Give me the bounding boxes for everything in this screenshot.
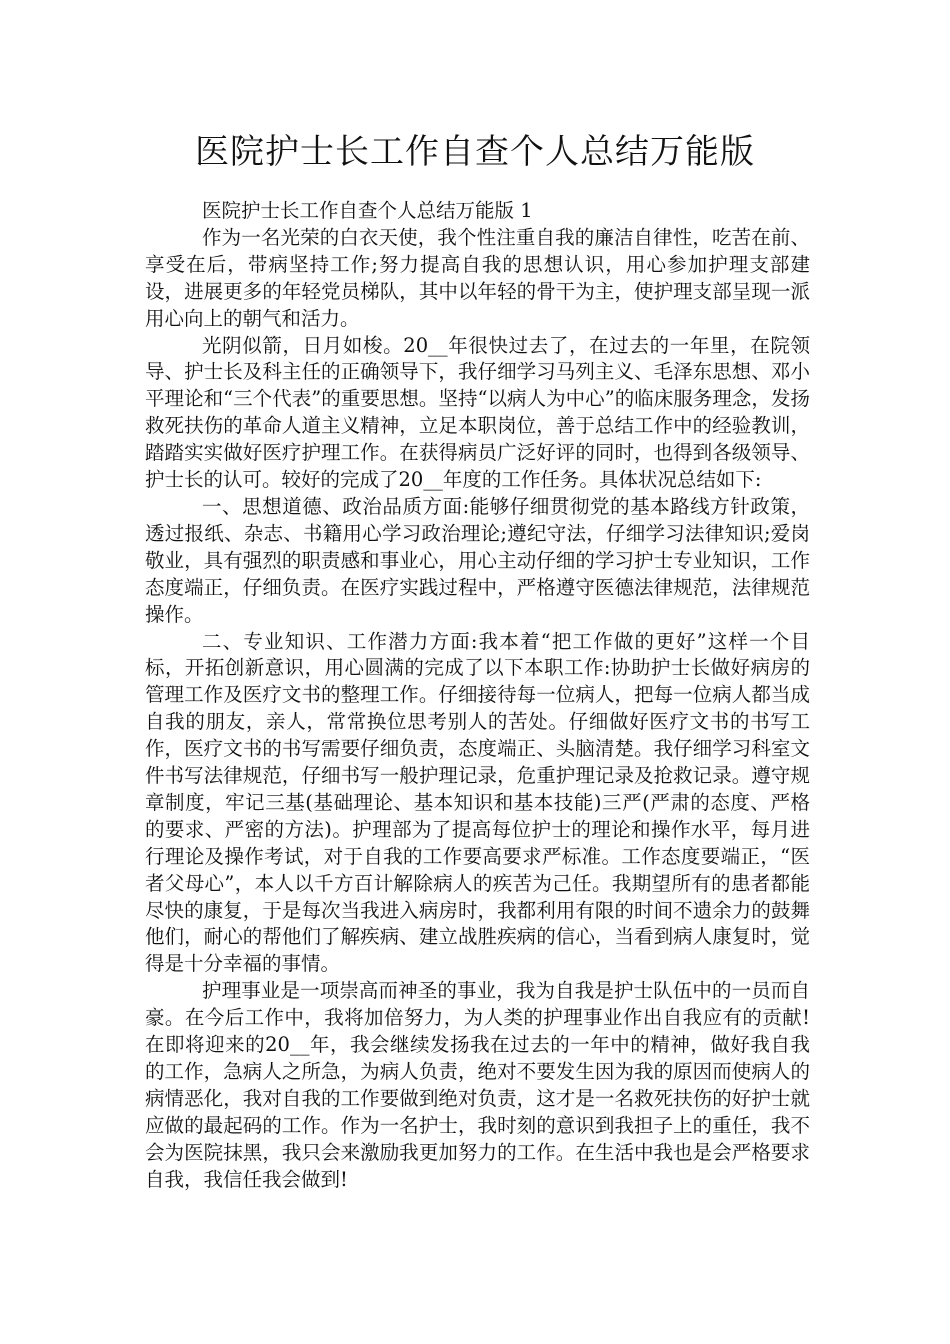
document-body bbox=[145, 198, 810, 1194]
paragraph-4: 二、专业知识、工作潜力方面:我本着“把工作做的更好”这样一个目标，开拓创新意识，用心圆满的完成了以下本职工作:协助护士长做好病房的管理工作及医疗文书的整理工作。仔细接待每一位病人，把每一位病人都当成自我的朋友，亲人，常常换位思考别人的苦处。仔细做好医疗文书的书写工作，医疗文书的书写需要仔细负责，态度端正、头脑清楚。我仔细学习科室文件书写法律规范，仔细书写一般护理记录，危重护理记录及抢救记录。遵守规章制度，牢记三基(基础理论、基本知识和基本技能)三严(严肃的态度、严格的要求、严密的方法)。护理部为了提高每位护士的理论和操作水平，每月进行理论及操作考试，对于自我的工作要高要求严标准。工作态度要端正，“医者父母心”，本人以千方百计解除病人的疾苦为己任。我期望所有的患者都能尽快的康复，于是每次当我进入病房时，我都利用有限的时间不遗余力的鼓舞他们，耐心的帮他们了解疾病、建立战胜疾病的信心，当看到病人康复时，觉得是十分幸福的事情。 bbox=[145, 629, 810, 976]
paragraph-1: 作为一名光荣的白衣天使，我个性注重自我的廉洁自律性，吃苦在前、享受在后，带病坚持工作;努力提高自我的思想认识，用心参加护理支部建设，进展更多的年轻党员梯队，其中以年轻的骨干为主，使护理支部呈现一派用心向上的朝气和活力。 bbox=[145, 225, 810, 330]
paragraph-3: 一、思想道德、政治品质方面:能够仔细贯彻党的基本路线方针政策，透过报纸、杂志、书籍用心学习政治理论;遵纪守法，仔细学习法律知识;爱岗敬业，具有强烈的职责感和事业心，用心主动仔细的学习护士专业知识，工作态度端正，仔细负责。在医疗实践过程中，严格遵守医德法律规范，法律规范操作。 bbox=[145, 494, 810, 626]
paragraph-5: 护理事业是一项崇高而神圣的事业，我为自我是护士队伍中的一员而自豪。在今后工作中，我将加倍努力，为人类的护理事业作出自我应有的贡献!在即将迎来的20__年，我会继续发扬我在过去的一年中的精神，做好我自我的工作，急病人之所急，为病人负责，绝对不要发生因为我的原因而使病人的病情恶化，我对自我的工作要做到绝对负责，这才是一名救死扶伤的好护士就应做的最起码的工作。作为一名护士，我时刻的意识到我担子上的重任，我不会为医院抹黑，我只会来激励我更加努力的工作。在生活中我也是会严格要求自我，我信任我会做到! bbox=[145, 979, 810, 1191]
section-subtitle: 医院护士长工作自查个人总结万能版 1 bbox=[202, 199, 533, 222]
document-title: 医院护士长工作自查个人总结万能版 bbox=[195, 132, 755, 172]
paragraph-2: 光阴似箭，日月如梭。20__年很快过去了，在过去的一年里，在院领导、护士长及科主任的正确领导下，我仔细学习马列主义、毛泽东思想、邓小平理论和“三个代表”的重要思想。坚持“以病人为中心”的临床服务理念，发扬救死扶伤的革命人道主义精神，立足本职岗位，善于总结工作中的经验教训，踏踏实实做好医疗护理工作。在获得病员广泛好评的同时，也得到各级领导、护士长的认可。较好的完成了20__年度的工作任务。具体状况总结如下: bbox=[145, 333, 810, 492]
